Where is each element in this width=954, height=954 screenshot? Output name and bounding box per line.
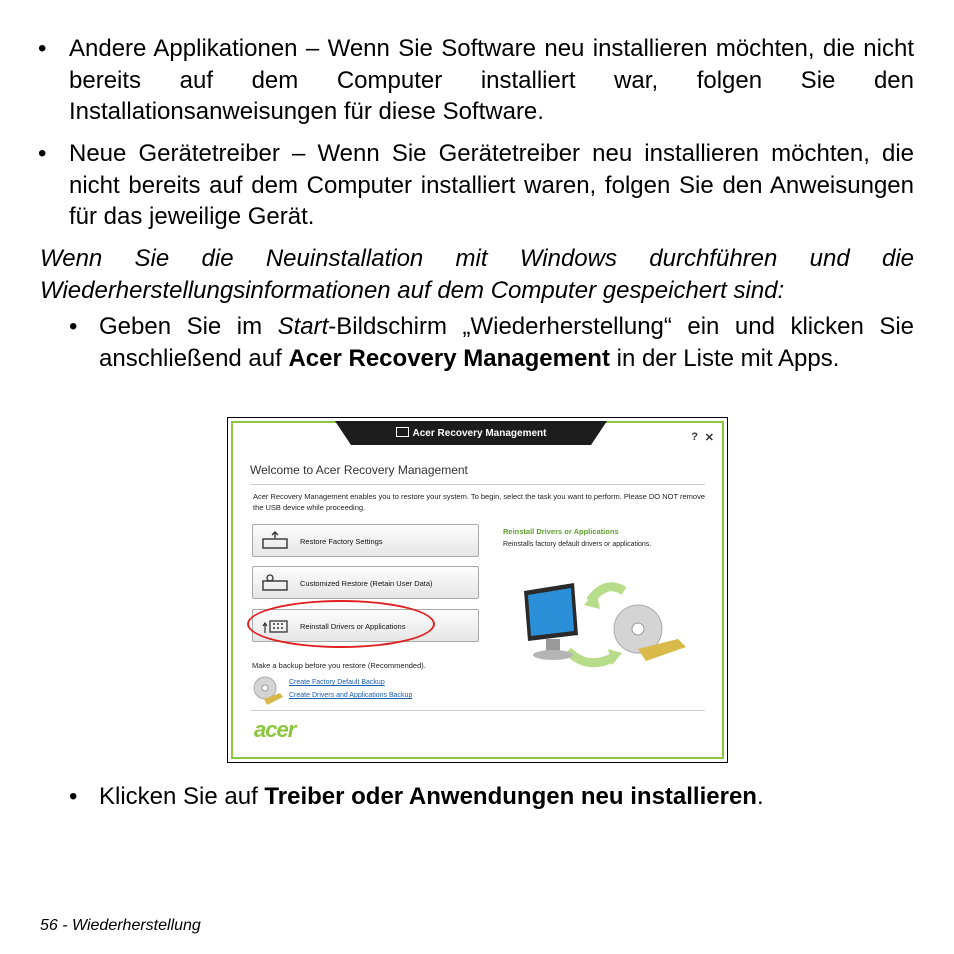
button-label: Customized Restore (Retain User Data) (300, 579, 433, 588)
step1-post: in der Liste mit Apps. (609, 344, 840, 372)
create-factory-default-backup-link[interactable]: Create Factory Default Backup (289, 679, 385, 686)
monitor-disc-illustration (518, 573, 693, 673)
disc-usb-icon (252, 675, 284, 707)
description: Acer Recovery Management enables you to restore your system. To begin, select the task you want to perform. Please DO NOT remove the USB device while proceeding. (253, 492, 706, 512)
bullet-dot: • (69, 783, 78, 810)
section-heading: Wenn Sie die Neuinstallation mit Windows durchführen und die Wiederherstellungsinformationen auf dem Computer gespeichert sind: (40, 245, 914, 304)
title-bar (351, 421, 591, 445)
button-label: Reinstall Drivers or Applications (300, 622, 406, 631)
backup-note: Make a backup before you restore (Recommended). (252, 661, 426, 670)
close-button[interactable]: ✕ (704, 432, 714, 444)
restore-factory-settings-button[interactable] (252, 524, 479, 557)
step-click-reinstall (99, 781, 914, 813)
option-title: Reinstall Drivers or Applications (503, 527, 619, 536)
bullet-neue-geraetetreiber: Neue Gerätetreiber – Wenn Sie Gerätetreiber neu installieren möchten, die nicht bereits auf dem Computer installiert waren, folgen Sie den Anweisungen für das jeweilige Gerät. (69, 140, 914, 230)
divider (250, 484, 705, 485)
welcome-heading: Welcome to Acer Recovery Management (250, 463, 468, 477)
acer-recovery-screenshot (227, 417, 728, 763)
step1-start: Start (277, 313, 329, 340)
app-window (231, 421, 724, 759)
recovery-icon (396, 427, 409, 437)
step2-pre: Klicken Sie auf (99, 783, 265, 810)
divider (250, 710, 705, 711)
bullet-dot: • (38, 140, 47, 167)
highlight-circle (247, 600, 435, 648)
hard-drive-user-icon (261, 573, 289, 593)
step1-bold: Acer Recovery Management (288, 344, 610, 372)
hard-drive-icon (261, 531, 289, 551)
step2-post: . (756, 783, 764, 810)
step2-bold: Treiber oder Anwendungen neu installieren (264, 783, 757, 810)
option-description: Reinstalls factory default drivers or applications. (503, 541, 652, 548)
step1-mid: -Bildschirm „Wiederherstellung“ ein und klicken Sie anschließend auf (99, 313, 915, 372)
page-footer: 56 - Wiederherstellung (40, 917, 201, 934)
create-drivers-apps-backup-link[interactable]: Create Drivers and Applications Backup (289, 692, 413, 699)
customized-restore-button[interactable] (252, 566, 479, 599)
bullet-dot: • (69, 313, 78, 340)
step1-pre: Geben Sie im (99, 313, 278, 340)
button-label: Restore Factory Settings (300, 537, 383, 546)
bullet-dot: • (38, 35, 47, 62)
help-button[interactable]: ? (691, 431, 698, 443)
step-open-recovery (99, 311, 914, 374)
bullet-andere-applikationen: Andere Applikationen – Wenn Sie Software neu installieren möchten, die nicht bereits auf dem Computer installiert war, folgen Sie den Installationsanweisungen für diese Software. (69, 35, 914, 125)
window-title: Acer Recovery Management (351, 427, 591, 439)
acer-logo: acer (254, 717, 296, 742)
